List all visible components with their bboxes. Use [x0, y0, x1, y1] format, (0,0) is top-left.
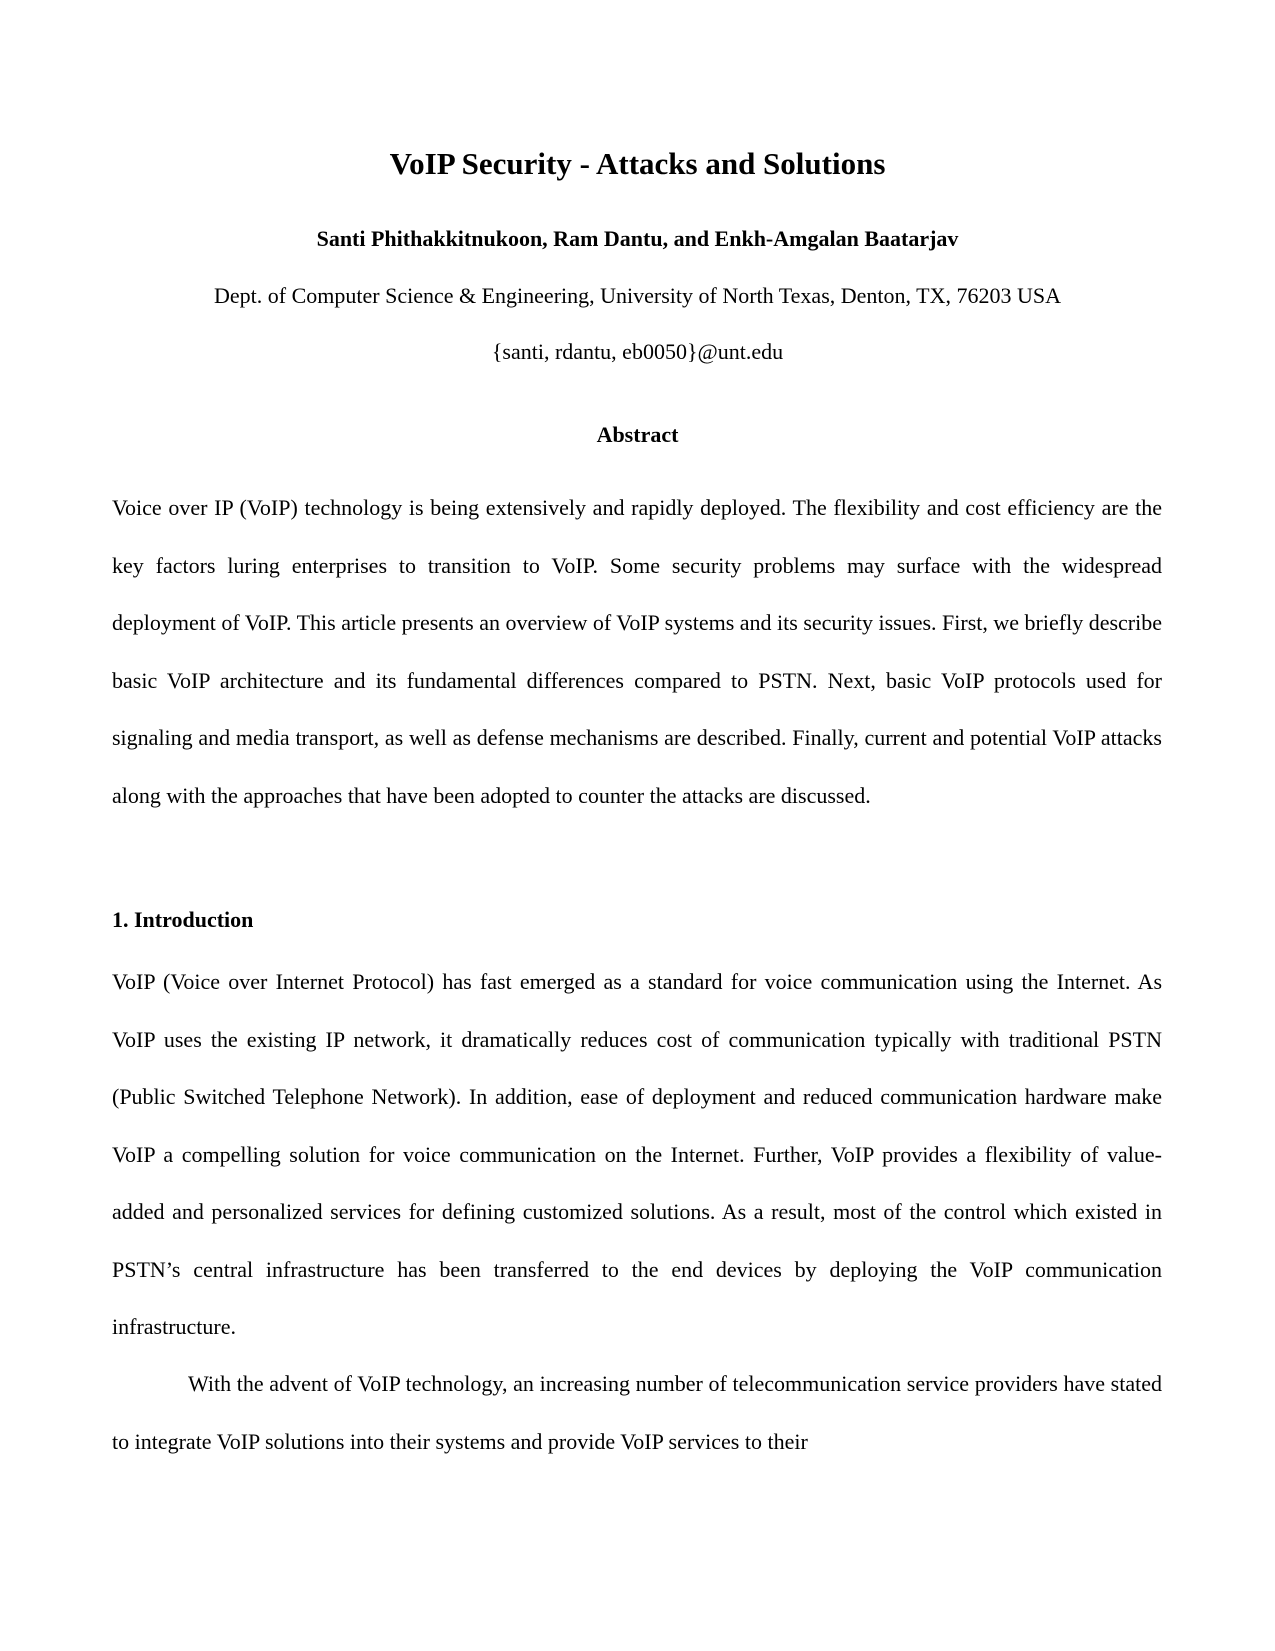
paper-authors: Santi Phithakkitnukoon, Ram Dantu, and Enkh-Amgalan Baatarjav: [316, 226, 959, 251]
paper-affiliation: Dept. of Computer Science & Engineering, University of North Texas, Denton, TX, 76203 USA: [214, 283, 1061, 308]
introduction-section: [112, 953, 1162, 1356]
abstract-text: Voice over IP (VoIP) technology is being extensively and rapidly deployed. The flexibility and cost efficiency are the key factors luring enterprises to transition to VoIP. Some security problems may surface with the widespread deployment of VoIP. This article presents an overview of VoIP systems and its security issues. First, we briefly describe basic VoIP architecture and its fundamental differences compared to PSTN. Next, basic VoIP protocols used for signaling and media transport, as well as defense mechanisms are described. Finally, current and potential VoIP attacks along with the approaches that have been adopted to counter the attacks are discussed.: [112, 495, 1162, 808]
introduction-paragraph-1: VoIP (Voice over Internet Protocol) has fast emerged as a standard for voice communication using the Internet. As VoIP uses the existing IP network, it dramatically reduces cost of communication typically with traditional PSTN (Public Switched Telephone Network). In addition, ease of deployment and reduced communication hardware make VoIP a compelling solution for voice communication on the Internet. Further, VoIP provides a flexibility of value-added and personalized services for defining customized solutions. As a result, most of the control which existed in PSTN’s central infrastructure has been transferred to the end devices by deploying the VoIP communication infrastructure.: [112, 969, 1162, 1339]
paper-title: VoIP Security - Attacks and Solutions: [389, 146, 886, 181]
introduction-heading: 1. Introduction: [112, 907, 254, 932]
paper-email: {santi, rdantu, eb0050}@unt.edu: [491, 339, 784, 364]
abstract-section: [112, 479, 1162, 824]
introduction-paragraph-2: With the advent of VoIP technology, an increasing number of telecommunication service providers have stated to integrate VoIP solutions into their systems and provide VoIP services to their: [112, 1371, 1162, 1454]
abstract-heading: Abstract: [596, 422, 679, 447]
introduction-section-continued: [112, 1355, 1162, 1470]
